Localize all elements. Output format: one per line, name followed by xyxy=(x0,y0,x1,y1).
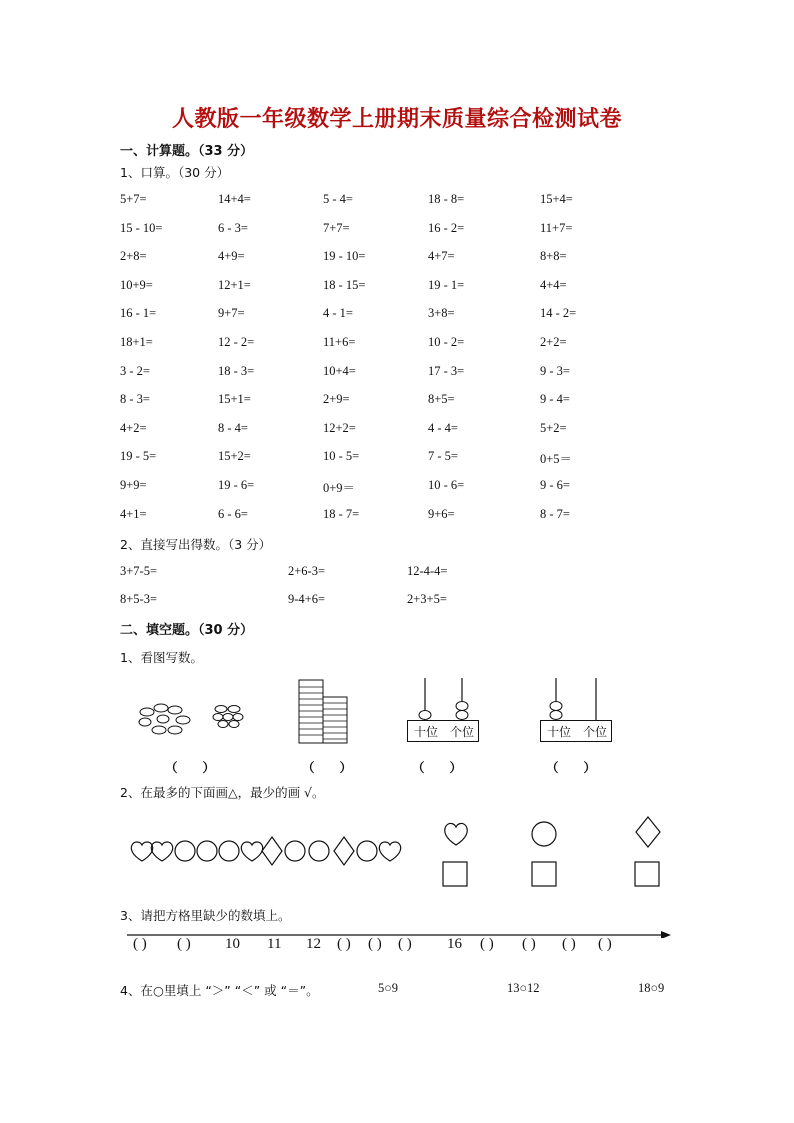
circle-shape xyxy=(197,841,217,861)
abacus-2-rods xyxy=(540,678,612,720)
oral-problem[interactable]: 3+8= xyxy=(428,306,455,321)
number-line-number: 11 xyxy=(267,936,282,952)
abacus-1-ones-label: 个位 xyxy=(450,725,475,739)
heart-shape xyxy=(151,842,172,861)
answer-box-circle[interactable] xyxy=(530,860,560,888)
answer-blank-3[interactable]: （ ） xyxy=(412,760,463,775)
oral-problem[interactable]: 0+5＝ xyxy=(540,452,573,467)
diamond-shape xyxy=(262,837,282,865)
compare-item-3[interactable]: 18○9 xyxy=(638,981,665,995)
number-line-blank[interactable]: ( ) xyxy=(337,936,351,952)
circle-shape xyxy=(309,841,329,861)
oral-problem[interactable]: 6 - 3= xyxy=(218,220,248,235)
oral-problem[interactable]: 9 - 3= xyxy=(540,363,570,378)
number-line-blank[interactable]: ( ) xyxy=(177,936,191,952)
direct-problem[interactable]: 3+7-5= xyxy=(120,564,158,578)
fill-q4-label: 4、在○里填上 “＞” “＜” 或 “＝”。 xyxy=(120,983,319,998)
oral-problem[interactable]: 14 - 2= xyxy=(540,306,577,321)
counting-bundle-picture xyxy=(298,679,350,745)
compare-item-1[interactable]: 5○9 xyxy=(378,981,399,995)
circle-shape xyxy=(175,841,195,861)
number-line-blank[interactable]: ( ) xyxy=(368,936,382,952)
answer-box-diamond[interactable] xyxy=(633,860,663,888)
oral-problem[interactable]: 4+9= xyxy=(218,249,245,264)
oral-problem[interactable]: 5+7= xyxy=(120,192,147,206)
oral-problem[interactable]: 18 - 3= xyxy=(218,363,255,378)
oral-problem[interactable]: 4+2= xyxy=(120,420,147,435)
answer-box-heart[interactable] xyxy=(441,860,471,888)
diamond-shape xyxy=(334,837,354,865)
oral-problem[interactable]: 5 - 4= xyxy=(323,192,353,206)
number-line-number: 10 xyxy=(225,936,240,952)
compare-item-2[interactable]: 13○12 xyxy=(507,981,540,995)
abacus-1 xyxy=(407,678,479,742)
oral-problem[interactable]: 9+7= xyxy=(218,306,245,321)
heart-shape xyxy=(131,842,152,861)
abacus-1-base xyxy=(407,720,479,742)
fill-q2-label: 2、在最多的下面画△，最少的画 √。 xyxy=(120,785,325,800)
abacus-2-base xyxy=(540,720,612,742)
oral-problem[interactable]: 14+4= xyxy=(218,192,251,206)
section1-heading: 一、计算题。（33 分） xyxy=(120,144,254,159)
oral-problem[interactable]: 3 - 2= xyxy=(120,363,150,378)
abacus-1-tens-label: 十位 xyxy=(414,725,439,739)
oral-problem[interactable]: 0+9＝ xyxy=(323,481,356,495)
circle-shape xyxy=(357,841,377,861)
oral-problem[interactable]: 9+9= xyxy=(120,478,147,492)
oral-problem[interactable]: 7+7= xyxy=(323,220,350,235)
direct-problem[interactable]: 2+6-3= xyxy=(288,564,326,578)
oral-problem[interactable]: 12+2= xyxy=(323,420,356,435)
abacus-1-rods xyxy=(407,678,479,720)
oral-problem[interactable]: 9+6= xyxy=(428,506,455,521)
oral-problem[interactable]: 10+9= xyxy=(120,277,153,292)
oral-problem[interactable]: 5+2= xyxy=(540,420,567,435)
oral-problem[interactable]: 4 - 4= xyxy=(428,420,458,435)
answer-blank-2[interactable]: （ ） xyxy=(302,760,353,775)
heart-shape xyxy=(241,842,262,861)
oral-problem[interactable]: 10 - 2= xyxy=(428,335,465,349)
q1-label: 1、口算。（30 分） xyxy=(120,165,230,180)
oral-problem[interactable]: 4+4= xyxy=(540,277,567,292)
shape-row xyxy=(128,835,408,867)
fill-q3-label: 3、请把方格里缺少的数填上。 xyxy=(120,908,291,923)
oral-problem[interactable]: 10+4= xyxy=(323,363,356,378)
oral-problem[interactable]: 19 - 1= xyxy=(428,277,465,292)
oral-problem[interactable]: 12+1= xyxy=(218,277,251,292)
oral-problem[interactable]: 10 - 5= xyxy=(323,449,360,464)
section2-heading: 二、填空题。（30 分） xyxy=(120,623,254,638)
number-line-blank[interactable]: ( ) xyxy=(480,936,494,952)
oral-problem[interactable]: 9 - 4= xyxy=(540,392,570,407)
oral-problem[interactable]: 19 - 5= xyxy=(120,449,157,464)
oral-problem[interactable]: 15+2= xyxy=(218,449,251,464)
oral-problem[interactable]: 4 - 1= xyxy=(323,306,353,321)
direct-problem[interactable]: 2+3+5= xyxy=(407,592,447,606)
oral-problem[interactable]: 18+1= xyxy=(120,335,153,349)
oral-problem[interactable]: 2+9= xyxy=(323,392,350,407)
oral-problem[interactable]: 18 - 15= xyxy=(323,277,366,292)
oral-problem[interactable]: 4+1= xyxy=(120,506,147,521)
number-line-blank[interactable]: ( ) xyxy=(522,936,536,952)
q2-label: 2、直接写出得数。（3 分） xyxy=(120,537,272,552)
oral-problem[interactable]: 7 - 5= xyxy=(428,449,458,464)
oral-problem[interactable]: 19 - 10= xyxy=(323,249,366,264)
number-line-number: 12 xyxy=(306,936,321,952)
oral-problem[interactable]: 12 - 2= xyxy=(218,335,255,349)
oral-problem[interactable]: 15 - 10= xyxy=(120,220,163,235)
oral-problem[interactable]: 8 - 7= xyxy=(540,506,570,521)
number-line-number: 16 xyxy=(447,936,462,952)
oral-problem[interactable]: 16 - 1= xyxy=(120,306,157,321)
oral-problem[interactable]: 17 - 3= xyxy=(428,363,465,378)
number-line-blank[interactable]: ( ) xyxy=(562,936,576,952)
direct-problem[interactable]: 8+5-3= xyxy=(120,592,158,606)
answer-blank-4[interactable]: （ ） xyxy=(546,760,597,775)
oral-problem[interactable]: 15+4= xyxy=(540,192,573,206)
oral-problem[interactable]: 19 - 6= xyxy=(218,478,255,492)
direct-problem[interactable]: 9-4+6= xyxy=(288,592,326,606)
number-line-blank[interactable]: ( ) xyxy=(133,936,147,952)
fill-q1-label: 1、看图写数。 xyxy=(120,650,203,665)
abacus-2 xyxy=(540,678,612,742)
oral-problem[interactable]: 8+5= xyxy=(428,392,455,407)
oral-problem[interactable]: 11+7= xyxy=(540,220,573,235)
oral-problem[interactable]: 4+7= xyxy=(428,249,455,264)
oral-problem[interactable]: 15+1= xyxy=(218,392,251,407)
circle-shape xyxy=(219,841,239,861)
page-title: 人教版一年级数学上册期末质量综合检测试卷 xyxy=(171,107,622,132)
heart-shape xyxy=(379,842,400,861)
abacus-2-tens-label: 十位 xyxy=(547,725,572,739)
oral-problem[interactable]: 9 - 6= xyxy=(540,478,570,492)
oral-problem[interactable]: 11+6= xyxy=(323,335,356,349)
oral-problem[interactable]: 2+8= xyxy=(120,249,147,264)
oval-group-small xyxy=(212,702,244,728)
number-line-blank[interactable]: ( ) xyxy=(598,936,612,952)
diamond-icon xyxy=(633,815,663,849)
oral-problem[interactable]: 8+8= xyxy=(540,249,567,264)
number-line-blank[interactable]: ( ) xyxy=(398,936,412,952)
circle-shape xyxy=(285,841,305,861)
answer-blank-1[interactable]: （ ） xyxy=(165,760,216,775)
circle-icon xyxy=(530,820,560,848)
oral-problem[interactable]: 10 - 6= xyxy=(428,478,465,492)
heart-icon xyxy=(441,820,471,848)
oval-group-large xyxy=(135,700,195,740)
oral-problem[interactable]: 8 - 4= xyxy=(218,420,248,435)
oral-problem[interactable]: 18 - 7= xyxy=(323,506,360,521)
oral-problem[interactable]: 8 - 3= xyxy=(120,392,150,407)
oral-problem[interactable]: 2+2= xyxy=(540,335,567,349)
abacus-2-ones-label: 个位 xyxy=(583,725,608,739)
oral-problem[interactable]: 18 - 8= xyxy=(428,192,465,206)
oral-problem[interactable]: 16 - 2= xyxy=(428,220,465,235)
oral-problem[interactable]: 6 - 6= xyxy=(218,506,248,521)
direct-problem[interactable]: 12-4-4= xyxy=(407,564,448,578)
